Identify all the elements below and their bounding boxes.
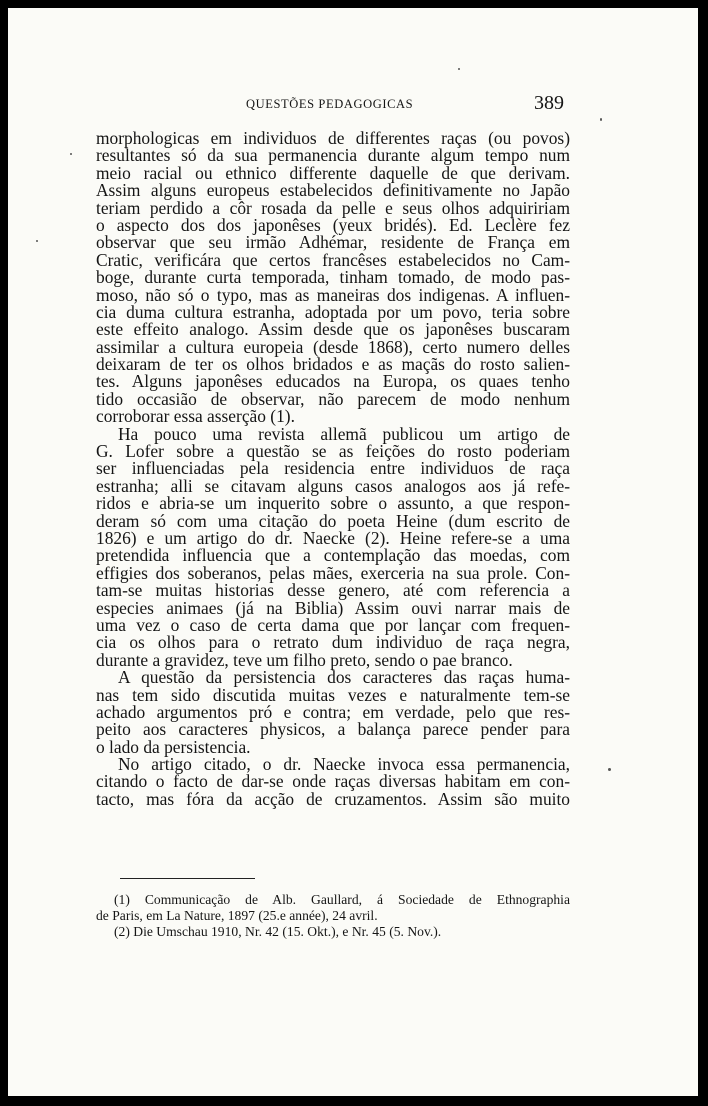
text-line: morphologicas em individuos de differentes raças (ou povos): [96, 128, 570, 148]
text-line: estranha; alli se citavam alguns casos analogos aos já refe-: [96, 475, 570, 496]
footnote: [96, 892, 570, 924]
text-line: ser influenciadas pela residencia entre individuos de raça: [96, 458, 570, 479]
text-line: este effeito analogo. Assim desde que os japonêses buscaram: [96, 319, 570, 340]
text-line: assimilar a cultura europeia (desde 1868), certo numero delles: [96, 336, 570, 357]
text-line: teriam perdido a côr rosada da pelle e seus olhos adquiririam: [96, 197, 570, 218]
text-line: moso, não só o typo, mas as maneiras dos indigenas. A influen-: [96, 284, 570, 305]
text-line: peito aos caracteres physicos, a balança parece pender para: [96, 719, 570, 740]
text-line: o lado da persistencia.: [96, 736, 251, 757]
text-line: No artigo citado, o dr. Naecke invoca essa permanencia,: [118, 754, 570, 775]
paragraph: [96, 423, 570, 670]
text-line: ridos e abria-se um inquerito sobre o assunto, a que respon-: [96, 493, 570, 514]
text-line: Assim alguns europeus estabelecidos definitivamente no Japão: [96, 180, 570, 201]
text-line: G. Lofer sobre a questão se as feições do rosto poderiam: [96, 441, 570, 462]
text-line: o aspecto dos dos japonêses (yeux bridés). Ed. Leclère fez: [96, 214, 570, 235]
text-line: corroborar essa asserção (1).: [96, 406, 295, 427]
footnote-line: (1) Communicação de Alb. Gaullard, á Sociedade de Ethnographia: [114, 892, 570, 907]
paper-speck: [458, 68, 460, 70]
text-line: Cratic, verificára que certos francêses estabelecidos no Cam-: [96, 249, 570, 270]
footnote-separator: [120, 878, 255, 879]
text-line: tes. Alguns japonêses educados na Europa, os quaes tenho: [96, 371, 570, 392]
text-line: deixaram de ter os olhos bridados e as maçãs do rosto salien-: [96, 354, 570, 375]
text-line: cia duma cultura estranha, adoptada por um povo, teria sobre: [96, 301, 570, 322]
text-line: achado argumentos pró e contra; em verdade, pelo que res-: [96, 701, 570, 722]
text-line: especies animaes (já na Biblia) Assim ouvi narrar mais de: [96, 597, 570, 618]
paper-speck: [600, 118, 602, 121]
paper-speck: [36, 240, 38, 242]
text-line: boge, durante curta temporada, tinham tomado, de modo pas-: [96, 267, 570, 288]
text-line: A questão da persistencia dos caracteres das raças huma-: [118, 667, 570, 688]
footnote-line: (2) Die Umschau 1910, Nr. 42 (15. Okt.), e Nr. 45 (5. Nov.).: [114, 924, 442, 939]
book-page: [8, 8, 698, 1096]
text-line: meio racial ou ethnico differente daquelle de que derivam.: [96, 162, 570, 183]
paper-speck: [70, 153, 72, 155]
text-line: Ha pouco uma revista allemã publicou um artigo de: [118, 423, 570, 444]
text-line: observar que seu irmão Adhémar, residente de França em: [96, 232, 570, 253]
text-line: deram só com uma citação do poeta Heine (dum escrito de: [96, 510, 570, 531]
text-line: uma vez o caso de certa dama que por lançar com frequen-: [96, 614, 570, 635]
text-line: citando o facto de dar-se onde raças diversas habitam em con-: [96, 771, 570, 792]
paragraph: [96, 756, 570, 808]
paragraph: [96, 669, 570, 756]
text-line: pretendida influencia que a contemplação das moedas, com: [96, 545, 570, 566]
text-line: tacto, mas fóra da acção de cruzamentos. Assim são muito: [96, 788, 570, 809]
text-line: tido occasião de observar, não parecem de modo nenhum: [96, 388, 570, 409]
footnote-line: de Paris, em La Nature, 1897 (25.e année), 24 avril.: [96, 908, 378, 923]
text-line: durante a gravidez, teve um filho preto, sendo o pae branco.: [96, 649, 513, 670]
paper-speck: [608, 768, 611, 771]
footnote: [96, 924, 570, 940]
body-text: [96, 130, 570, 808]
text-line: 1826) e um artigo do dr. Naecke (2). Heine refere-se a uma: [96, 527, 570, 548]
text-line: nas tem sido discutida muitas vezes e naturalmente tem-se: [96, 684, 570, 705]
running-head: [8, 92, 698, 122]
text-line: cia os olhos para o retrato dum individuo de raça negra,: [96, 632, 570, 653]
paragraph: [96, 130, 570, 426]
text-line: effigies dos soberanos, pelas mães, exerceria na sua prole. Con-: [96, 562, 570, 583]
text-line: resultantes só da sua permanencia durante algum tempo num: [96, 145, 570, 166]
footnotes: [96, 892, 570, 940]
running-head-title: QUESTÕES PEDAGOGICAS: [246, 97, 414, 111]
page-number: 389: [534, 92, 564, 114]
text-line: tam-se muitas historias desse genero, até com referencia a: [96, 580, 570, 601]
